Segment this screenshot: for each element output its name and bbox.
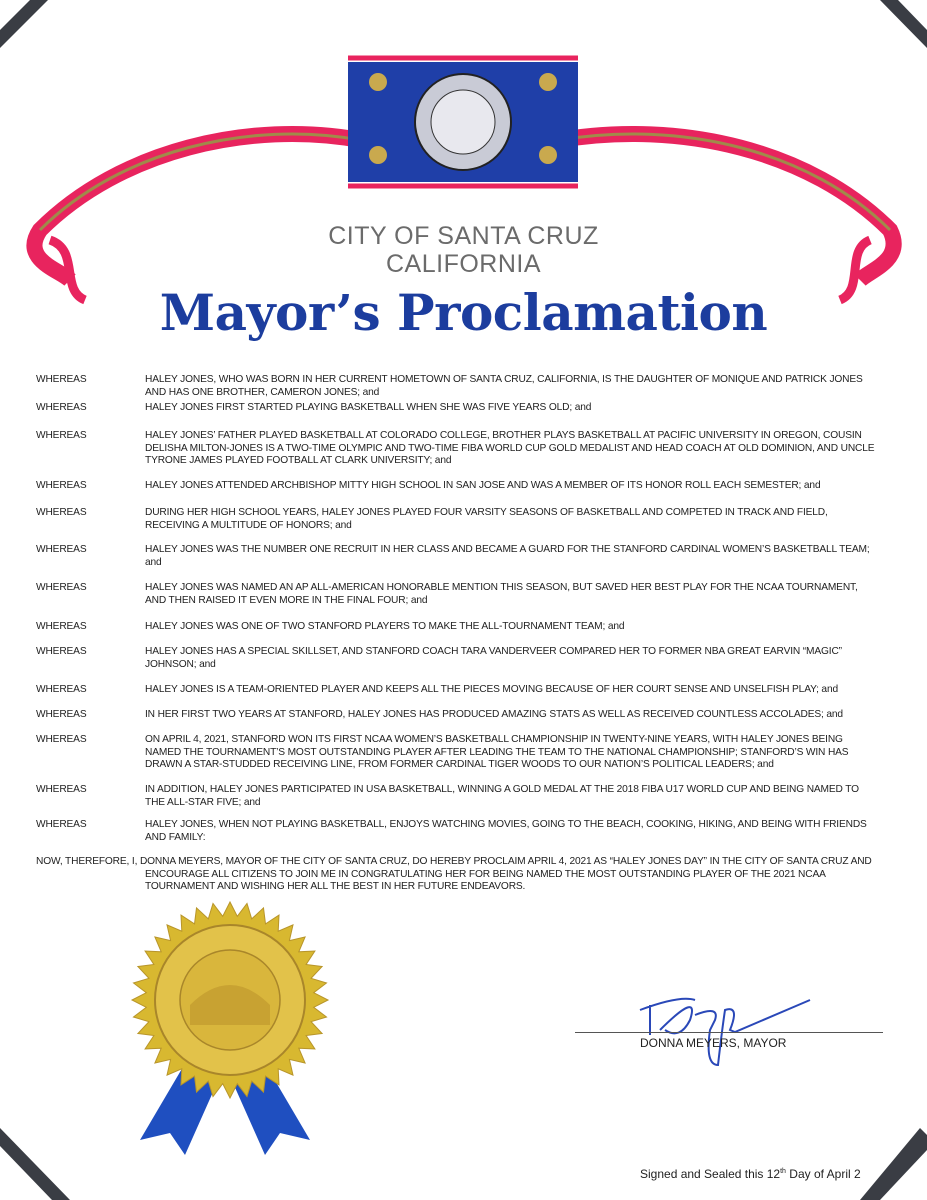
mayor-name: DONNA MEYERS, MAYOR (640, 1036, 787, 1050)
whereas-text: HALEY JONES WAS ONE OF TWO STANFORD PLAYERS TO MAKE THE ALL-TOURNAMENT TEAM; and (145, 621, 625, 632)
whereas-clause (36, 709, 886, 722)
whereas-label: WHEREAS (36, 734, 87, 745)
proclamation-text (36, 856, 876, 894)
whereas-clause (36, 480, 886, 493)
whereas-text: HALEY JONES IS A TEAM-ORIENTED PLAYER AND KEEPS ALL THE PIECES MOVING BECAUSE OF HER COURT SENSE AND UNSELFISH PLAY; and (145, 684, 838, 695)
whereas-clause (36, 402, 886, 415)
signature (620, 990, 820, 1070)
whereas-text: IN HER FIRST TWO YEARS AT STANFORD, HALEY JONES HAS PRODUCED AMAZING STATS AS WELL AS RECEIVED COUNTLESS ACCOLADES; and (145, 709, 843, 720)
page-title: Mayor’s Proclamation (159, 283, 768, 342)
whereas-clause (36, 784, 886, 809)
corner-bottom-left (0, 1128, 70, 1200)
proclamation-body: NOW, THEREFORE, I, DONNA MEYERS, MAYOR OF THE CITY OF SANTA CRUZ, DO HEREBY PROCLAIM APRIL 4, 2021 AS “HALEY JONES DAY” IN THE CITY OF SANTA CRUZ AND ENCOURAGE ALL CITIZENS TO JOIN ME IN CONGRATULATING HER FOR BEING NAMED THE MOST OUTSTANDING PLAYER OF THE 2021 NCAA TOURNAMENT AND WISHING HER ALL THE BEST IN HER FUTURE ENDEAVORS. (36, 856, 872, 892)
whereas-label: WHEREAS (36, 480, 87, 491)
whereas-text: DURING HER HIGH SCHOOL YEARS, HALEY JONES PLAYED FOUR VARSITY SEASONS OF BASKETBALL AND COMPETED IN TRACK AND FIELD, RECEIVING A MULTITUDE OF HONORS; and (145, 507, 828, 531)
corner-top-right (880, 0, 927, 48)
whereas-clause (36, 374, 886, 399)
whereas-text: HALEY JONES, WHEN NOT PLAYING BASKETBALL, ENJOYS WATCHING MOVIES, GOING TO THE BEACH, COOKING, HIKING, AND BEING WITH FRIENDS AND FAMILY: (145, 819, 867, 843)
gold-seal-icon (120, 895, 340, 1155)
whereas-label: WHEREAS (36, 621, 87, 632)
whereas-clause (36, 507, 886, 532)
whereas-label: WHEREAS (36, 544, 87, 555)
whereas-label: WHEREAS (36, 582, 87, 593)
whereas-clause (36, 734, 886, 772)
whereas-label: WHEREAS (36, 819, 87, 830)
whereas-clause (36, 819, 886, 844)
whereas-clause (36, 646, 886, 671)
signed-sealed-line (640, 1167, 861, 1181)
sealed-suffix: Day of April 2 (785, 1167, 861, 1181)
state-name: CALIFORNIA (385, 250, 542, 278)
whereas-clause (36, 684, 886, 697)
whereas-text: HALEY JONES WAS NAMED AN AP ALL-AMERICAN HONORABLE MENTION THIS SEASON, BUT SAVED HER BEST PLAY FOR THE NCAA TOURNAMENT, AND THEN RAISED IT EVEN MORE IN THE FINAL FOUR; and (145, 582, 858, 606)
whereas-clause (36, 582, 886, 607)
whereas-text: HALEY JONES FIRST STARTED PLAYING BASKETBALL WHEN SHE WAS FIVE YEARS OLD; and (145, 402, 592, 413)
whereas-text: HALEY JONES HAS A SPECIAL SKILLSET, AND STANFORD COACH TARA VANDERVEER COMPARED HER TO FORMER NBA GREAT EARVIN “MAGIC” JOHNSON; and (145, 646, 842, 670)
whereas-text: IN ADDITION, HALEY JONES PARTICIPATED IN USA BASKETBALL, WINNING A GOLD MEDAL AT THE 2018 FIBA U17 WORLD CUP AND BEING NAMED TO THE ALL-STAR FIVE; and (145, 784, 859, 808)
whereas-text: HALEY JONES’ FATHER PLAYED BASKETBALL AT COLORADO COLLEGE, BROTHER PLAYS BASKETBALL AT PACIFIC UNIVERSITY IN OREGON, COUSIN DELISHA MILTON-JONES IS A TWO-TIME OLYMPIC AND TWO-TIME FIBA WORLD CUP GOLD MEDALIST AND HEAD COACH AT OLD DOMINION, AND UNCLE TYRONE JAMES PLAYED FOOTBALL AT CLARK UNIVERSITY; and (145, 430, 875, 466)
whereas-text: HALEY JONES WAS THE NUMBER ONE RECRUIT IN HER CLASS AND BECAME A GUARD FOR THE STANFORD CARDINAL WOMEN’S BASKETBALL TEAM; and (145, 544, 870, 568)
whereas-clause (36, 430, 886, 468)
whereas-label: WHEREAS (36, 709, 87, 720)
corner-top-left (0, 0, 48, 48)
signature-line (575, 1032, 883, 1033)
whereas-label: WHEREAS (36, 646, 87, 657)
whereas-label: WHEREAS (36, 684, 87, 695)
whereas-label: WHEREAS (36, 507, 87, 518)
sealed-sup: th (780, 1168, 786, 1175)
city-name: CITY OF SANTA CRUZ (328, 222, 599, 250)
whereas-clause (36, 621, 886, 634)
whereas-text: HALEY JONES ATTENDED ARCHBISHOP MITTY HIGH SCHOOL IN SAN JOSE AND WAS A MEMBER OF ITS HONOR ROLL EACH SEMESTER; and (145, 480, 821, 491)
corner-bottom-right (860, 1128, 927, 1200)
whereas-label: WHEREAS (36, 402, 87, 413)
whereas-label: WHEREAS (36, 374, 87, 385)
whereas-text: HALEY JONES, WHO WAS BORN IN HER CURRENT HOMETOWN OF SANTA CRUZ, CALIFORNIA, IS THE DAUGHTER OF MONIQUE AND PATRICK JONES AND HAS ONE BROTHER, CAMERON JONES; and (145, 374, 863, 398)
whereas-text: ON APRIL 4, 2021, STANFORD WON ITS FIRST NCAA WOMEN’S BASKETBALL CHAMPIONSHIP IN TWENTY-NINE YEARS, WITH HALEY JONES BEING NAMED THE TOURNAMENT’S MOST OUTSTANDING PLAYER AFTER LEADING THE TEAM TO THE NATIONAL CHAMPIONSHIP; STANFORD’S WIN HAS DRAWN A STAR-STUDDED RECEIVING LINE, FROM FORMER CARDINAL TIGER WOODS TO OUR NATION’S POLITICAL LEADERS; and (145, 734, 849, 770)
whereas-label: WHEREAS (36, 784, 87, 795)
whereas-clause (36, 544, 886, 569)
sealed-prefix: Signed and Sealed this 12 (640, 1167, 781, 1181)
whereas-label: WHEREAS (36, 430, 87, 441)
